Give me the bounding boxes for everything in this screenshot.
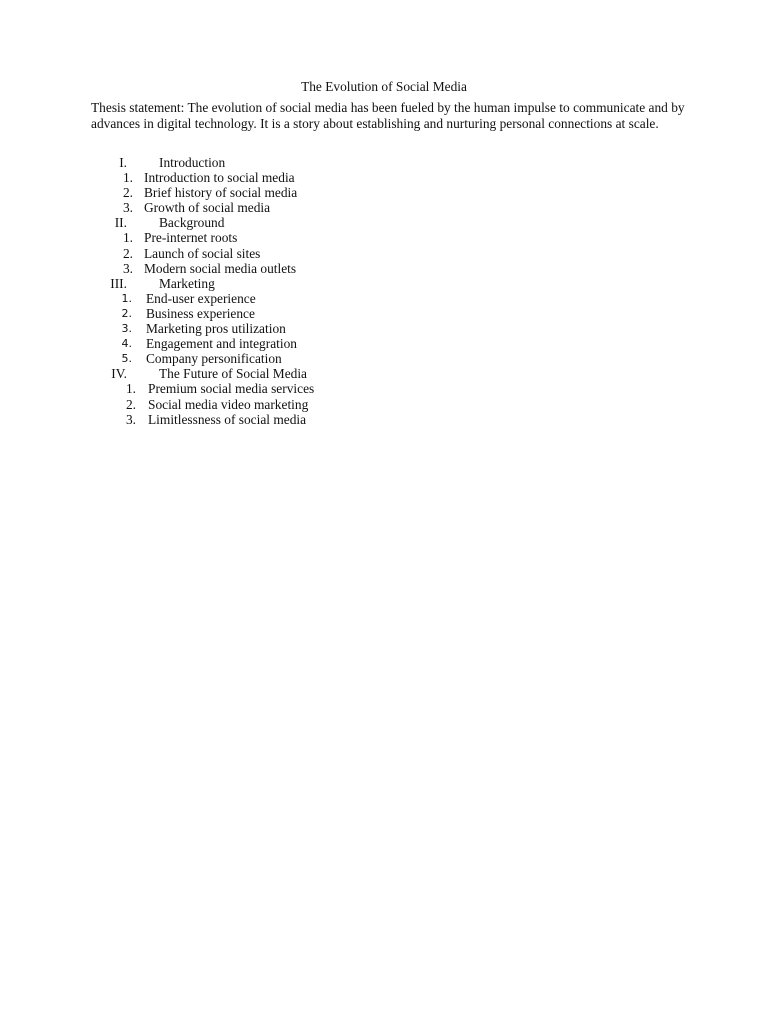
outline-section-future (0, 366, 768, 426)
list-item (0, 170, 768, 185)
item-number: 3. (122, 260, 133, 276)
section-numeral: III. (110, 275, 127, 291)
list-item (0, 336, 768, 351)
item-text: Growth of social media (144, 200, 271, 216)
item-number: 3. (125, 411, 136, 427)
list-item (0, 261, 768, 276)
document-title: The Evolution of Social Media (301, 79, 467, 94)
section-title: Marketing (159, 275, 215, 291)
item-text: Business experience (146, 305, 255, 321)
item-text: Introduction to social media (144, 170, 295, 186)
item-number: 3. (121, 322, 132, 336)
section-heading (0, 276, 768, 291)
item-number: 2. (121, 306, 132, 320)
section-heading (0, 215, 768, 230)
list-item (0, 381, 768, 396)
item-text: Modern social media outlets (144, 260, 297, 276)
item-number: 4. (121, 337, 132, 351)
section-numeral: I. (119, 155, 127, 170)
list-item (0, 412, 768, 427)
item-number: 1. (125, 381, 136, 397)
item-text: Marketing pros utilization (146, 321, 286, 337)
list-item (0, 351, 768, 366)
item-number: 2. (125, 396, 136, 412)
outline-section-marketing (0, 276, 768, 367)
item-number: 1. (122, 170, 133, 186)
item-text: Engagement and integration (146, 336, 297, 352)
thesis-statement: Thesis statement: The evolution of social media has been fueled by the human impulse to communicate and by advances in digital technology. It is a story about establishing and nurturing personal connections at scale. (91, 100, 685, 131)
list-item (0, 321, 768, 336)
section-heading (0, 366, 768, 381)
list-item (0, 306, 768, 321)
item-text: Limitlessness of social media (148, 411, 307, 427)
outline-section-background (0, 215, 768, 275)
item-number: 3. (122, 200, 133, 216)
item-number: 2. (122, 185, 133, 201)
item-text: Company personification (146, 351, 282, 367)
item-number: 1. (122, 230, 133, 246)
section-numeral: II. (114, 215, 127, 231)
list-item (0, 185, 768, 200)
item-number: 1. (121, 291, 132, 305)
outline-section-introduction (0, 155, 768, 215)
item-number: 2. (122, 245, 133, 261)
item-number: 5. (121, 352, 132, 366)
item-text: Premium social media services (148, 381, 315, 397)
list-item (0, 246, 768, 261)
item-text: Brief history of social media (144, 185, 298, 201)
section-numeral: IV. (111, 366, 127, 382)
list-item (0, 200, 768, 215)
section-title: Background (159, 215, 225, 231)
section-title: Introduction (159, 155, 226, 170)
list-item (0, 291, 768, 306)
item-text: Pre-internet roots (144, 230, 238, 246)
item-text: Launch of social sites (144, 245, 261, 261)
item-text: End-user experience (146, 290, 256, 306)
section-heading (0, 155, 768, 170)
item-text: Social media video marketing (148, 396, 309, 412)
list-item (0, 230, 768, 245)
list-item (0, 397, 768, 412)
section-title: The Future of Social Media (159, 366, 308, 382)
outline (0, 155, 768, 427)
